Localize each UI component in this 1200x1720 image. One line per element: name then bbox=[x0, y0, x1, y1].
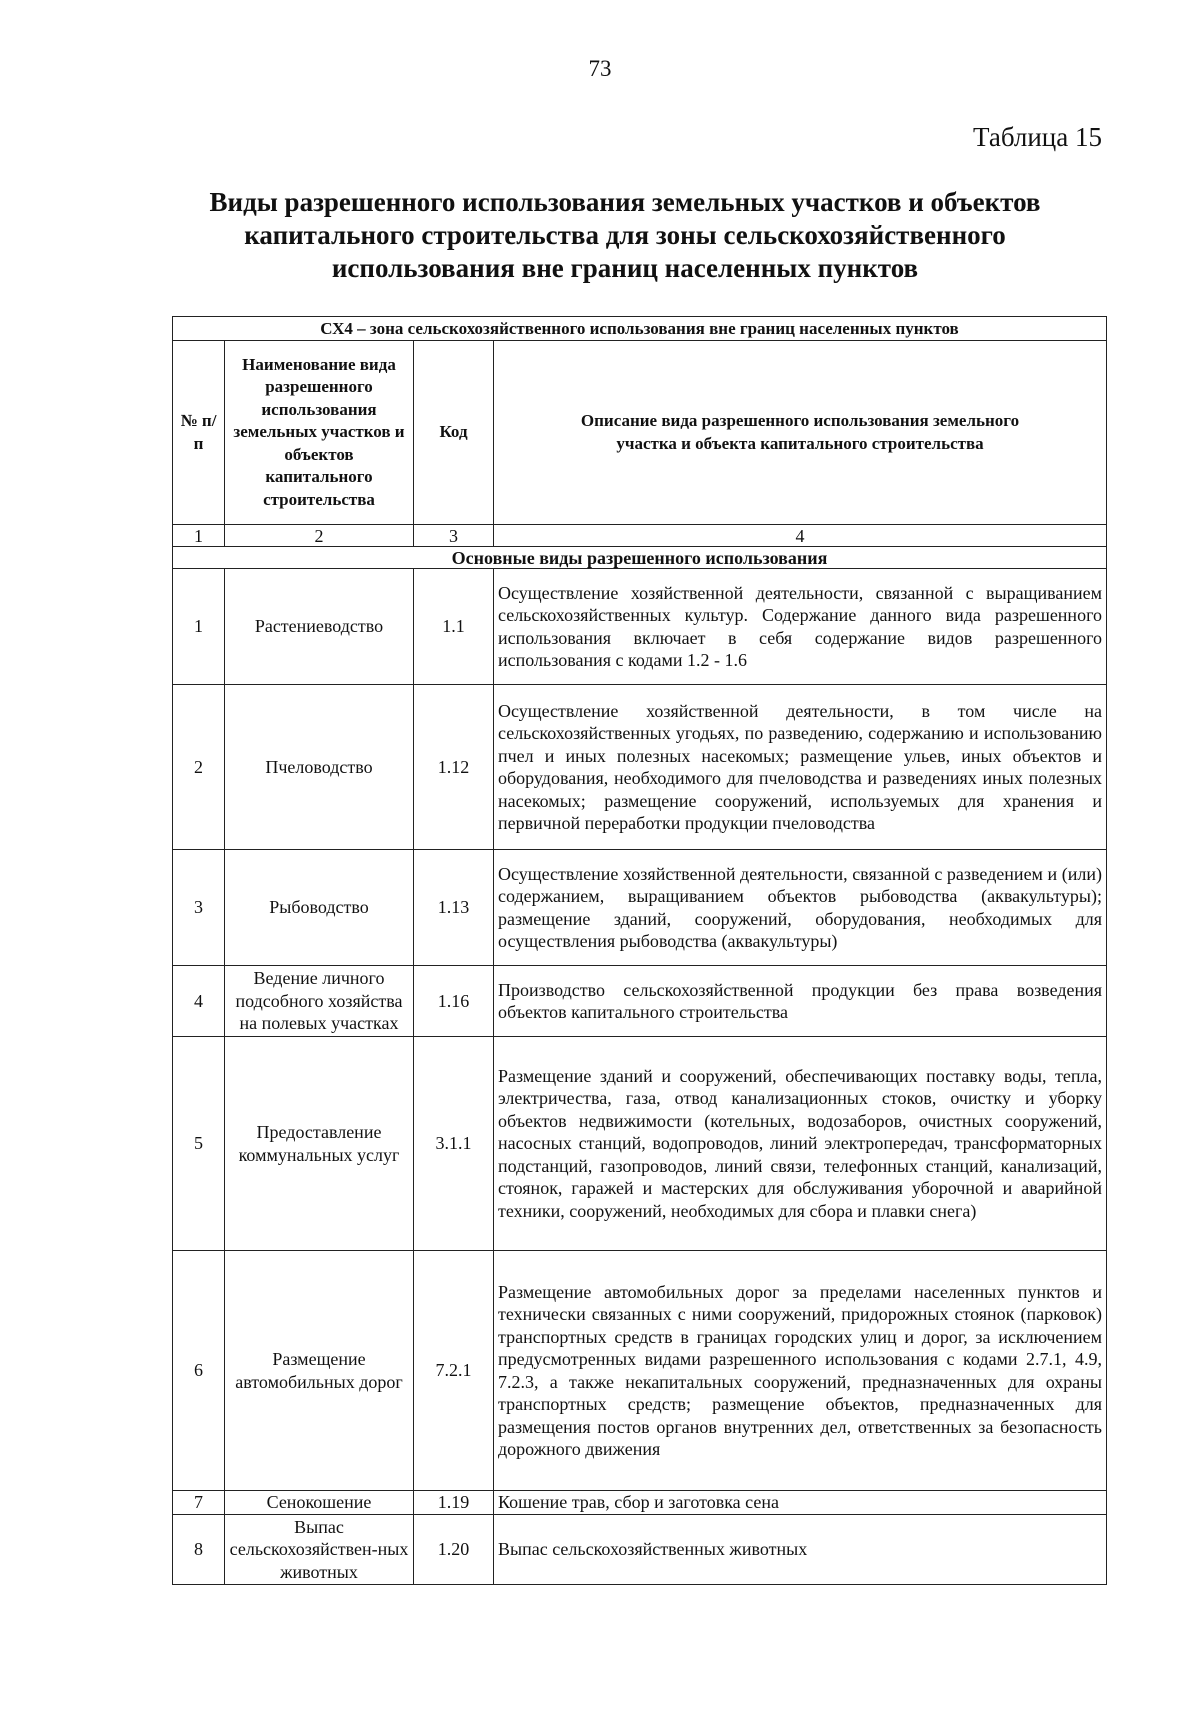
column-number-row bbox=[173, 525, 1107, 547]
table-label: Таблица 15 bbox=[973, 122, 1102, 152]
row-number: 6 bbox=[173, 1251, 225, 1491]
page-number: 73 bbox=[588, 56, 612, 81]
row-description: Выпас сельскохозяйственных животных bbox=[494, 1515, 1107, 1585]
header-row bbox=[173, 341, 1107, 525]
row-code: 1.13 bbox=[414, 850, 494, 966]
row-description: Производство сельскохозяйственной продукции без права возведения объектов капитального строительства bbox=[494, 966, 1107, 1037]
row-number: 1 bbox=[173, 569, 225, 685]
row-description: Осуществление хозяйственной деятельности, в том числе на сельскохозяйственных угодьях, по разведению, содержанию и использованию пчел и иных полезных насекомых; размещение ульев, иных объектов и оборудования, необходимого для пчеловодства и разведениях иных полезных насекомых; размещение сооружений, используемых для хранения и первичной переработки продукции пчеловодства bbox=[494, 685, 1107, 850]
column-number: 1 bbox=[173, 525, 225, 547]
table-row bbox=[173, 1251, 1107, 1491]
row-number: 3 bbox=[173, 850, 225, 966]
header-description: Описание вида разрешенного использования земельного участка и объекта капитального строительства bbox=[494, 341, 1107, 525]
table-row bbox=[173, 850, 1107, 966]
row-code: 1.1 bbox=[414, 569, 494, 685]
column-number: 3 bbox=[414, 525, 494, 547]
table-row bbox=[173, 1491, 1107, 1515]
table-row bbox=[173, 1037, 1107, 1251]
column-number: 4 bbox=[494, 525, 1107, 547]
row-description: Осуществление хозяйственной деятельности, связанной с выращиванием сельскохозяйственных культур. Содержание данного вида разрешенного использования включает в себя содержание видов разрешенного использования с кодами 1.2 - 1.6 bbox=[494, 569, 1107, 685]
row-description: Размещение автомобильных дорог за пределами населенных пунктов и технически связанных с ними сооружений, придорожных стоянок (парковок) транспортных средств в границах городских улиц и дорог, за исключением предусмотренных видами разрешенного использования с кодами 2.7.1, 4.9, 7.2.3, а также некапитальных сооружений, предназначенных для охраны транспортных средств; размещение объектов, предназначенных для размещения постов органов внутренних дел, ответственных за безопасность дорожного движения bbox=[494, 1251, 1107, 1491]
zone-title-row bbox=[173, 317, 1107, 341]
table-row bbox=[173, 1515, 1107, 1585]
header-code: Код bbox=[414, 341, 494, 525]
document-title: Виды разрешенного использования земельных участков и объектов капитального строительства для зоны сельскохозяйственного использования вне границ населенных пунктов bbox=[209, 187, 1041, 283]
row-description: Кошение трав, сбор и заготовка сена bbox=[494, 1491, 1107, 1515]
column-number: 2 bbox=[225, 525, 414, 547]
row-name: Предоставление коммунальных услуг bbox=[225, 1037, 414, 1251]
row-code: 7.2.1 bbox=[414, 1251, 494, 1491]
row-code: 1.12 bbox=[414, 685, 494, 850]
zone-title: СХ4 – зона сельскохозяйственного использования вне границ населенных пунктов bbox=[173, 317, 1107, 341]
table-row bbox=[173, 966, 1107, 1037]
row-name: Ведение личного подсобного хозяйства на полевых участках bbox=[225, 966, 414, 1037]
row-number: 7 bbox=[173, 1491, 225, 1515]
row-code: 1.19 bbox=[414, 1491, 494, 1515]
row-name: Рыбоводство bbox=[225, 850, 414, 966]
row-code: 1.20 bbox=[414, 1515, 494, 1585]
row-name: Пчеловодство bbox=[225, 685, 414, 850]
header-num: № п/п bbox=[173, 341, 225, 525]
table-row bbox=[173, 569, 1107, 685]
row-name: Размещение автомобильных дорог bbox=[225, 1251, 414, 1491]
row-number: 2 bbox=[173, 685, 225, 850]
row-number: 8 bbox=[173, 1515, 225, 1585]
row-name: Сенокошение bbox=[225, 1491, 414, 1515]
row-number: 5 bbox=[173, 1037, 225, 1251]
land-use-table bbox=[172, 316, 1107, 1585]
section-title: Основные виды разрешенного использования bbox=[173, 547, 1107, 569]
section-row bbox=[173, 547, 1107, 569]
row-code: 3.1.1 bbox=[414, 1037, 494, 1251]
row-description: Размещение зданий и сооружений, обеспечивающих поставку воды, тепла, электричества, газа, отвод канализационных стоков, очистку и уборку объектов недвижимости (котельных, водозаборов, очистных сооружений, насосных станций, водопроводов, линий электропередач, трансформаторных подстанций, газопроводов, линий связи, телефонных станций, канализаций, стоянок, гаражей и мастерских для обслуживания уборочной и аварийной техники, сооружений, необходимых для сбора и плавки снега) bbox=[494, 1037, 1107, 1251]
row-name: Растениеводство bbox=[225, 569, 414, 685]
row-code: 1.16 bbox=[414, 966, 494, 1037]
table-row bbox=[173, 685, 1107, 850]
row-number: 4 bbox=[173, 966, 225, 1037]
row-description: Осуществление хозяйственной деятельности, связанной с разведением и (или) содержанием, выращиванием объектов рыбоводства (аквакультуры); размещение зданий, сооружений, оборудования, необходимых для осуществления рыбоводства (аквакультуры) bbox=[494, 850, 1107, 966]
row-name: Выпас сельскохозяйствен-ных животных bbox=[225, 1515, 414, 1585]
header-name: Наименование вида разрешенного использования земельных участков и объектов капитального строительства bbox=[225, 341, 414, 525]
